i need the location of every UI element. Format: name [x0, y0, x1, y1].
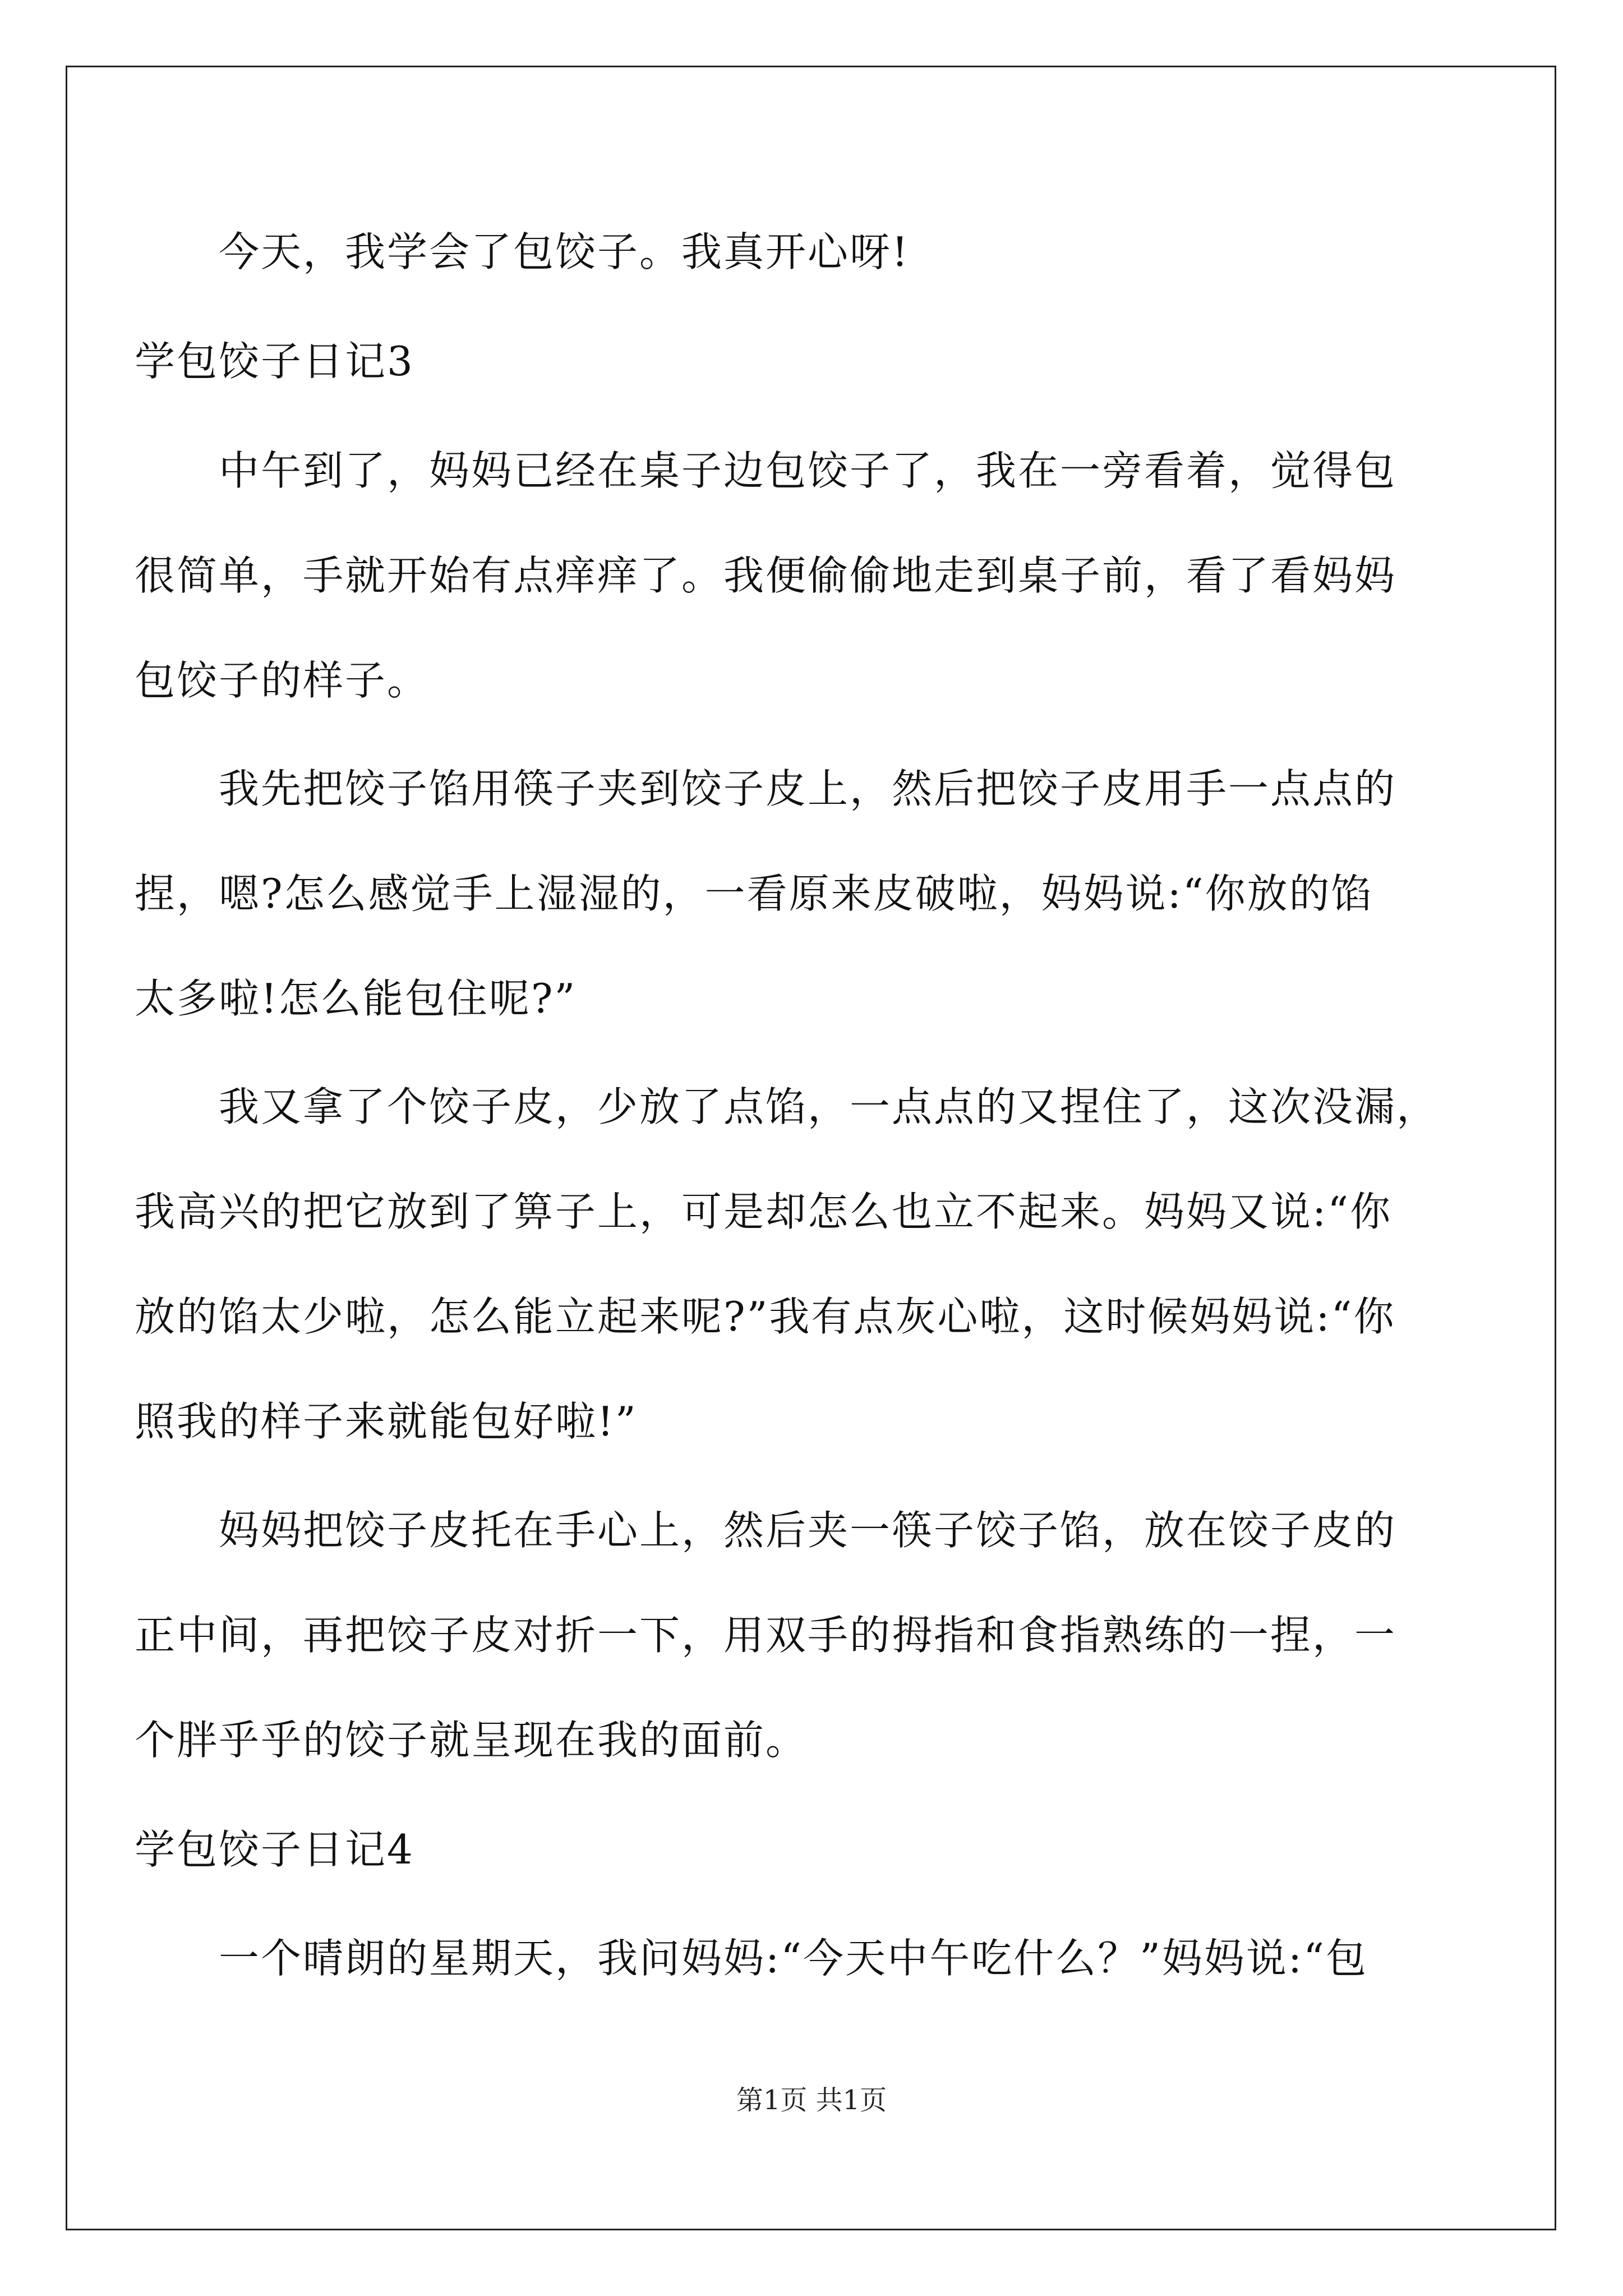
paragraph-line: 正中间，再把饺子皮对折一下，用双手的拇指和食指熟练的一捏，一	[135, 1612, 1397, 1659]
page-border	[66, 66, 1556, 2230]
paragraph-line: 我高兴的把它放到了箅子上，可是却怎么也立不起来。妈妈又说:“你	[135, 1188, 1393, 1235]
paragraph-line: 我又拿了个饺子皮，少放了点馅，一点点的又捏住了，这次没漏，	[219, 1083, 1439, 1130]
paragraph-line: 很简单，手就开始有点痒痒了。我便偷偷地走到桌子前，看了看妈妈	[135, 552, 1397, 599]
paragraph-line: 我先把饺子馅用筷子夹到饺子皮上，然后把饺子皮用手一点点的	[219, 765, 1397, 812]
paragraph-line: 今天，我学会了包饺子。我真开心呀!	[219, 228, 910, 275]
paragraph-line: 妈妈把饺子皮托在手心上，然后夹一筷子饺子馅，放在饺子皮的	[219, 1507, 1397, 1554]
paragraph-line: 个胖乎乎的饺子就呈现在我的面前。	[135, 1717, 808, 1764]
paragraph-line: 中午到了，妈妈已经在桌子边包饺子了，我在一旁看着，觉得包	[219, 447, 1397, 494]
paragraph-line: 照我的样子来就能包好啦!”	[135, 1398, 638, 1445]
paragraph-line: 放的馅太少啦，怎么能立起来呢?”我有点灰心啦，这时候妈妈说:“你	[135, 1293, 1396, 1340]
section-heading: 学包饺子日记4	[135, 1826, 414, 1873]
page-number-footer: 第1页 共1页	[736, 2085, 887, 2116]
paragraph-line: 一个晴朗的星期天，我问妈妈:“今天中午吃什么？”妈妈说:“包	[219, 1935, 1368, 1982]
paragraph-line: 包饺子的样子。	[135, 657, 430, 704]
section-heading: 学包饺子日记3	[135, 338, 414, 385]
paragraph-line: 太多啦!怎么能包住呢?”	[135, 975, 577, 1022]
paragraph-line: 捏，嗯?怎么感觉手上湿湿的，一看原来皮破啦，妈妈说:“你放的馅	[135, 870, 1373, 917]
